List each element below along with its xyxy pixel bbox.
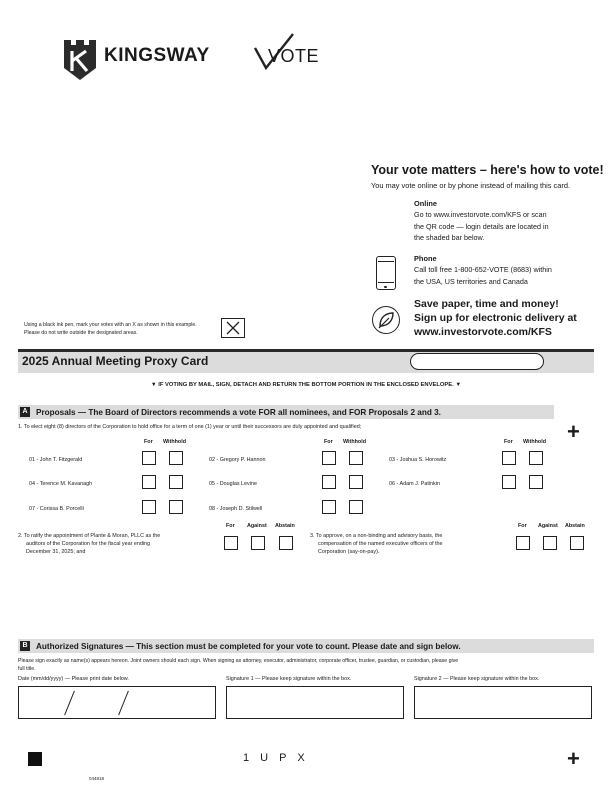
proposal-2-for-checkbox[interactable] [224, 536, 238, 550]
small-code: 044818 [89, 776, 105, 781]
nominee-02: 02 - Gregory P. Hannon [209, 457, 266, 463]
nominee-01-withhold-checkbox[interactable] [169, 451, 183, 465]
plus-mark-bottom: + [567, 746, 580, 771]
nominee-01: 01 - John T. Fitzgerald [29, 457, 83, 463]
nominee-04-withhold-checkbox[interactable] [169, 475, 183, 489]
nominee-06-for-checkbox[interactable] [502, 475, 516, 489]
online-heading: Online [414, 199, 437, 208]
section-b-letter: B [20, 641, 30, 651]
date-separator-1 [64, 691, 75, 716]
col-withhold-1: Withhold [163, 439, 187, 445]
electronic-delivery-text: Save paper, time and money! Sign up for electronic delivery at www.investorvote.com/KFS [414, 298, 577, 338]
nominee-03: 03 - Joshua S. Horowitz [389, 457, 447, 463]
section-b-title: Authorized Signatures — This section must be completed for your vote to count. Please date and sign below. [36, 641, 461, 651]
nominee-03-withhold-checkbox[interactable] [529, 451, 543, 465]
nominee-08: 08 - Joseph D. Stilwell [209, 506, 263, 512]
date-label: Date (mm/dd/yyyy) — Please print date below. [18, 676, 129, 682]
p3-col-abstain: Abstain [565, 523, 585, 529]
nominee-02-withhold-checkbox[interactable] [349, 451, 363, 465]
nominee-07-for-checkbox[interactable] [142, 500, 156, 514]
nominee-04: 04 - Terence M. Kavanagh [29, 481, 93, 487]
nominee-06: 06 - Adam J. Patinkin [389, 481, 440, 487]
nominee-02-for-checkbox[interactable] [322, 451, 336, 465]
proposal-3-for-checkbox[interactable] [516, 536, 530, 550]
p2-col-for: For [226, 523, 235, 529]
proposal-3-text: 3. To approve, on a non-binding and advisory basis, the compensation of the named executive officers of the Corporation (say-on-pay). [310, 533, 443, 555]
signature-2-label: Signature 2 — Please keep signature within the box. [414, 676, 540, 682]
phone-icon [376, 256, 396, 290]
proposal-2-against-checkbox[interactable] [251, 536, 265, 550]
nominee-05-withhold-checkbox[interactable] [349, 475, 363, 489]
nominee-01-for-checkbox[interactable] [142, 451, 156, 465]
proposal-2-text: 2. To ratify the appointment of Plante & Moran, PLLC as the auditors of the Corporation for the fiscal year ending December 31, 2025; and [18, 533, 161, 555]
vote-logo-text: VOTE [268, 46, 320, 66]
phone-text: Call toll free 1-800-652-VOTE (8683) within the USA, US territories and Canada [414, 265, 552, 286]
p3-col-against: Against [538, 523, 558, 529]
proxy-card-title: 2025 Annual Meeting Proxy Card [22, 354, 209, 368]
signature-1-label: Signature 1 — Please keep signature within the box. [226, 676, 352, 682]
p3-col-for: For [518, 523, 527, 529]
signature-2-field[interactable] [414, 686, 592, 719]
vote-matters-subtitle: You may vote online or by phone instead of mailing this card. [371, 181, 570, 190]
nominee-04-for-checkbox[interactable] [142, 475, 156, 489]
signature-1-field[interactable] [226, 686, 404, 719]
col-withhold-2: Withhold [343, 439, 367, 445]
online-text: Go to www.investorvote.com/KFS or scan the QR code — login details are located in the shaded bar below. [414, 210, 549, 242]
proposal-3-abstain-checkbox[interactable] [570, 536, 584, 550]
plus-mark-top: + [567, 419, 580, 444]
date-field[interactable] [18, 686, 216, 719]
registration-square [28, 752, 42, 766]
nominee-05: 05 - Douglas Levine [209, 481, 257, 487]
phone-heading: Phone [414, 254, 437, 263]
example-mark-box [221, 318, 245, 338]
col-for-1: For [144, 439, 153, 445]
kingsway-logo-icon [62, 38, 98, 82]
col-withhold-3: Withhold [523, 439, 547, 445]
proposal-3-against-checkbox[interactable] [543, 536, 557, 550]
section-b-header [18, 639, 594, 653]
signature-instructions: Please sign exactly as name(s) appears hereon. Joint owners should each sign. When signing as attorney, executor, administrator, corporate officer, trustee, guardian, or custodian, please give full title. [18, 658, 459, 672]
nominee-07-withhold-checkbox[interactable] [169, 500, 183, 514]
proposal-1-text: 1. To elect eight (8) directors of the Corporation to hold office for a term of one (1) year or until their successors are duly appointed and qualified; [18, 424, 362, 430]
brand-name: KINGSWAY [104, 45, 210, 66]
leaf-icon [372, 306, 400, 334]
proposal-2-abstain-checkbox[interactable] [279, 536, 293, 550]
nominee-08-withhold-checkbox[interactable] [349, 500, 363, 514]
nominee-06-withhold-checkbox[interactable] [529, 475, 543, 489]
mail-instruction: ▼ IF VOTING BY MAIL, SIGN, DETACH AND RETURN THE BOTTOM PORTION IN THE ENCLOSED ENVELOPE. ▼ [150, 382, 462, 388]
section-a-title: Proposals — The Board of Directors recommends a vote FOR all nominees, and FOR Proposals 2 and 3. [36, 407, 441, 417]
nominee-03-for-checkbox[interactable] [502, 451, 516, 465]
vote-matters-title: Your vote matters – here's how to vote! [371, 163, 604, 177]
form-code: 1 U P X [243, 752, 309, 764]
nominee-08-for-checkbox[interactable] [322, 500, 336, 514]
col-for-2: For [324, 439, 333, 445]
date-separator-2 [118, 691, 129, 716]
section-a-header [18, 405, 554, 419]
nominee-07: 07 - Corissa B. Porcelli [29, 506, 84, 512]
nominee-05-for-checkbox[interactable] [322, 475, 336, 489]
p2-col-abstain: Abstain [275, 523, 295, 529]
col-for-3: For [504, 439, 513, 445]
control-number-field[interactable] [410, 353, 544, 370]
p2-col-against: Against [247, 523, 267, 529]
section-a-letter: A [20, 407, 30, 417]
marking-instructions: Using a black ink pen, mark your votes with an X as shown in this example. Please do not write outside the designated areas. [24, 322, 197, 336]
